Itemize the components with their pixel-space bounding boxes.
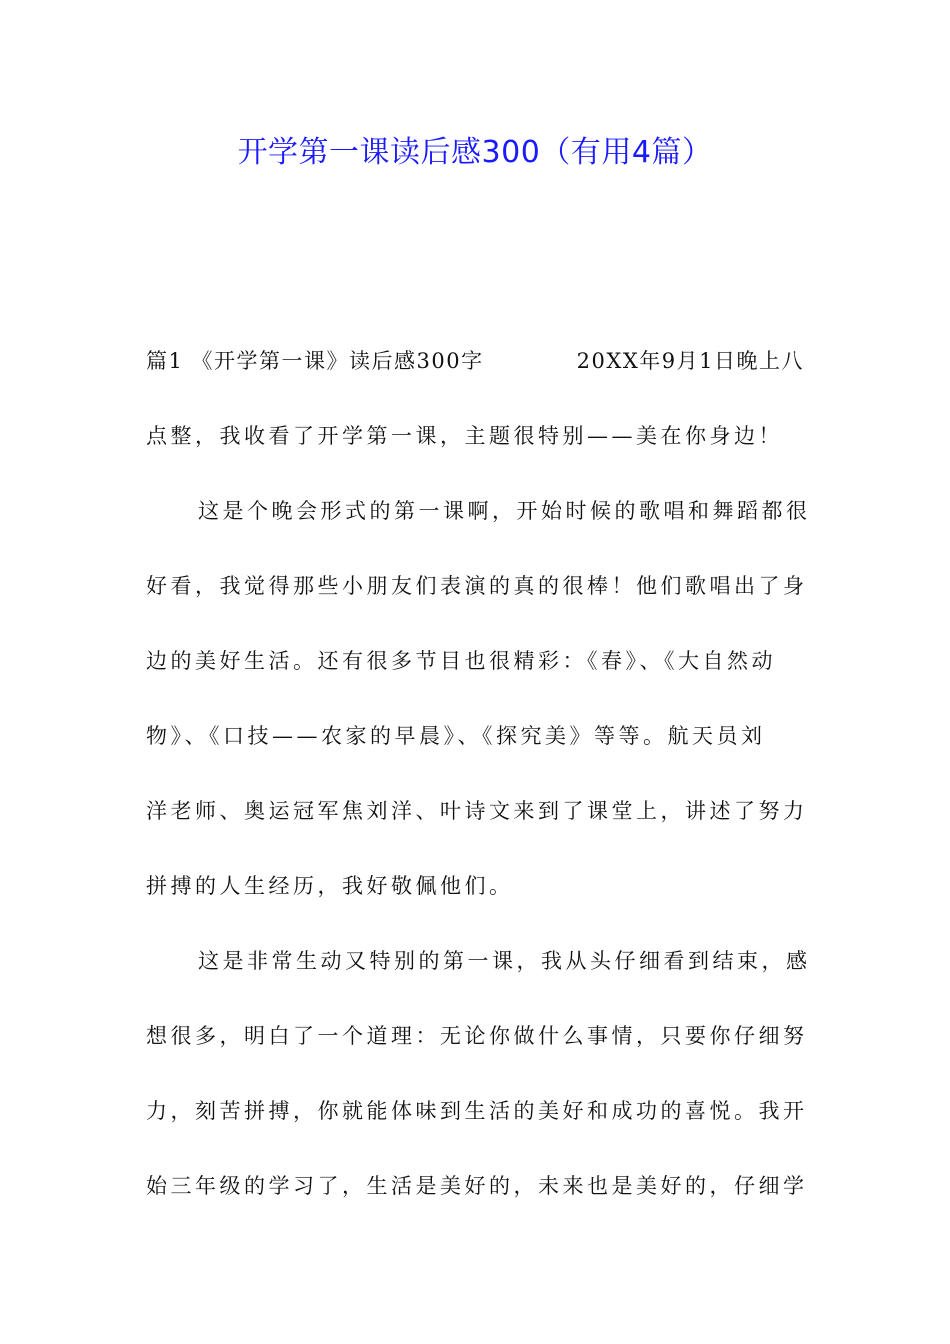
text-line: 洋老师、奥运冠军焦刘洋、叶诗文来到了课堂上，讲述了努力 — [146, 799, 808, 823]
text-line: 好看，我觉得那些小朋友们表演的真的很棒！他们歌唱出了身 — [146, 574, 808, 598]
document-body — [146, 336, 811, 1236]
text-line-left: 篇1 《开学第一课》读后感300字 — [146, 349, 484, 373]
text-line: 物》、《口技——农家的早晨》、《探究美》等等。航天员刘 — [146, 724, 766, 748]
text-line-right: 20XX年9月1日晚上八 — [576, 349, 804, 373]
text-line — [146, 336, 804, 411]
paragraph-start-line: 这是非常生动又特别的第一课，我从头仔细看到结束，感 — [198, 949, 811, 973]
document-title: 开学第一课读后感300（有用4篇） — [237, 135, 713, 170]
paragraph-start-line: 这是个晚会形式的第一课啊，开始时候的歌唱和舞蹈都很 — [198, 499, 811, 523]
text-line: 点整，我收看了开学第一课，主题很特别——美在你身边！ — [146, 424, 783, 448]
text-line: 始三年级的学习了，生活是美好的，未来也是美好的，仔细学 — [146, 1174, 808, 1198]
text-line: 边的美好生活。还有很多节目也很精彩：《春》、《大自然动 — [146, 649, 776, 673]
text-line: 拼搏的人生经历，我好敬佩他们。 — [146, 874, 514, 898]
text-line: 想很多，明白了一个道理：无论你做什么事情，只要你仔细努 — [146, 1024, 808, 1048]
text-line: 力，刻苦拼搏，你就能体味到生活的美好和成功的喜悦。我开 — [146, 1099, 808, 1123]
